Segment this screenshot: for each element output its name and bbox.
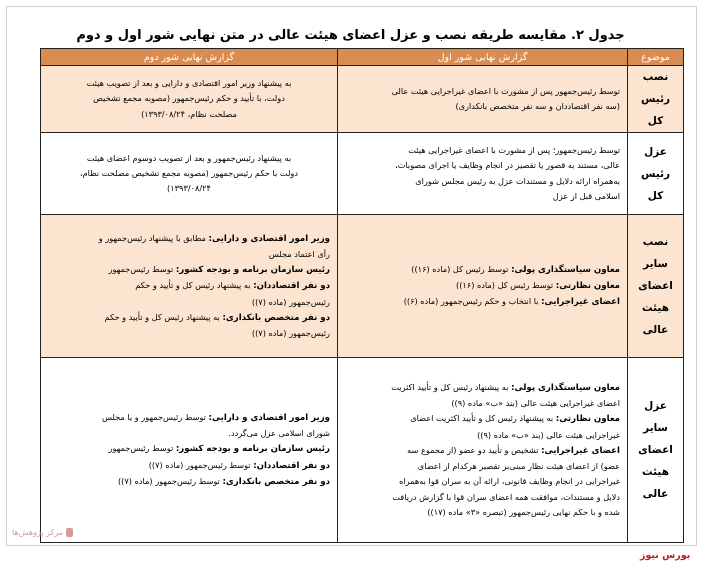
table-row: [41, 215, 684, 358]
row-topic: [628, 215, 684, 358]
second-round-cell: [41, 133, 338, 215]
cell-text: توسط رئیس‌جمهور: [108, 264, 176, 275]
header-topic: موضوع: [628, 49, 684, 66]
cell-term: معاون نظارتی:: [555, 414, 620, 425]
cell-text: اسلامی قبل از عزل: [552, 190, 620, 201]
cell-text: (سه نفر اقتصاددان و سه نفر متخصص بانکداری): [455, 101, 620, 111]
cell-line: [345, 189, 620, 204]
table-row: [41, 66, 684, 133]
cell-term: وزیر امور اقتصادی و دارایی:: [208, 233, 330, 244]
cell-text: مصلحت نظام، ۱۳۹۳/۰۸/۲۴): [141, 108, 237, 119]
cell-term: معاون نظارتی:: [555, 280, 620, 291]
topic-line: هیئت عالی: [642, 302, 669, 336]
source-logo: [12, 528, 73, 537]
cell-line: [48, 278, 330, 294]
cell-text: به پیشنهاد رئیس کل و تأیید اکثریت اعضای: [410, 413, 556, 424]
cell-term: معاون سیاستگذاری پولی:: [511, 383, 620, 394]
cell-line: [345, 505, 620, 520]
cell-text: توسط رئیس‌جمهور (ماده (۷)): [148, 459, 254, 470]
cell-text: با انتخاب و حکم رئیس‌جمهور (ماده (۶)): [403, 296, 542, 307]
cell-line: [345, 396, 620, 411]
cell-text: به پیشنهاد رئیس کل و تأیید و حکم: [135, 280, 254, 291]
cell-text: تشخیص و تأیید دو عضو (از مجموع سه: [407, 444, 542, 455]
cell-line: [48, 107, 330, 122]
first-round-cell: [338, 66, 628, 133]
cell-text: به پیشنهاد رئیس کل و تأیید اکثریت: [391, 382, 512, 393]
cell-line: [48, 247, 330, 262]
row-topic: [628, 133, 684, 215]
cell-text: به پیشنهاد رئیس‌جمهور و بعد از تصویب دوسوم اعضای هیئت: [86, 152, 292, 163]
cell-line: [48, 262, 330, 278]
cell-text: توسط رئیس کل (ماده (۱۶)): [411, 263, 512, 274]
cell-line: [345, 428, 620, 443]
topic-line: نصب رئیس: [640, 71, 671, 105]
cell-term: دو نفر اقتصاددان:: [253, 281, 330, 292]
cell-text: توسط رئیس‌جمهور پس از مشورت با اعضای غیراجرایی هیئت عالی: [391, 85, 620, 96]
cell-term: دو نفر متخصص بانکداری:: [222, 312, 330, 323]
cell-line: [345, 294, 620, 310]
cell-line: [345, 84, 620, 99]
cell-text: شورای اسلامی عزل می‌گردد.: [228, 428, 330, 439]
cell-line: [345, 278, 620, 294]
cell-text: غیراجرایی در انجام وظایف قانونی، ارائه آن به سران قوا به‌همراه: [399, 476, 620, 487]
cell-line: [48, 151, 330, 166]
table-row: [41, 358, 684, 543]
cell-text: توسط رئیس‌جمهور؛ پس از مشورت با اعضای غیراجرایی هیئت: [408, 145, 620, 156]
cell-text: به پیشنهاد وزیر امور اقتصادی و دارایی و بعد از تصویب هیئت: [86, 78, 292, 89]
cell-text: عالی، مستند به قصور یا تقصیر در انجام وظایف یا اجرای مصوبات،: [395, 160, 620, 171]
cell-line: [48, 310, 330, 326]
cell-term: رئیس سازمان برنامه و بودجه کشور:: [175, 444, 330, 455]
cell-text: به‌همراه ارائه دلایل و مستندات عزل به رئیس مجلس شورای: [415, 175, 620, 186]
cell-line: [345, 99, 620, 114]
cell-term: دو نفر اقتصاددان:: [253, 460, 330, 471]
cell-text: رئیس‌جمهور (ماده (۷)): [251, 328, 330, 338]
cell-text: شده و با حکم نهایی رئیس‌جمهور (تبصره «۳» ماده (۱۷)): [427, 506, 620, 517]
header-row: [41, 49, 684, 66]
cell-text: به پیشنهاد رئیس کل و تأیید و حکم: [104, 311, 223, 322]
topic-line: عزل رئیس: [640, 145, 671, 180]
cell-line: [345, 143, 620, 158]
cell-text: توسط رئیس کل (ماده (۱۶)): [456, 279, 556, 290]
first-round-cell: [338, 215, 628, 358]
cell-term: معاون سیاستگذاری پولی:: [511, 264, 620, 275]
header-first-round: گزارش نهایی شور اول: [338, 49, 628, 66]
cell-line: [48, 231, 330, 247]
cell-line: [48, 76, 330, 91]
cell-line: [345, 490, 620, 505]
cell-line: [48, 91, 330, 106]
logo-text: مرکز پژوهش‌ها: [12, 528, 64, 537]
cell-line: [48, 410, 330, 426]
second-round-cell: [41, 215, 338, 358]
topic-line: اعضای: [638, 444, 673, 456]
cell-text: غیراجرایی هیئت عالی (بند «ب» ماده (۹)): [477, 429, 620, 440]
cell-line: [345, 262, 620, 278]
cell-text: توسط رئیس‌جمهور و یا مجلس: [101, 411, 209, 422]
cell-term: اعضای غیراجرایی:: [541, 297, 620, 308]
cell-line: [48, 295, 330, 310]
cell-line: [48, 326, 330, 341]
cell-line: [48, 166, 330, 181]
comparison-table: [40, 48, 684, 543]
cell-line: [48, 441, 330, 457]
topic-line: کل: [647, 115, 664, 127]
cell-term: اعضای غیراجرایی:: [541, 445, 620, 456]
row-topic: [628, 66, 684, 133]
cell-term: وزیر امور اقتصادی و دارایی:: [208, 412, 330, 423]
cell-text: مطابق با پیشنهاد رئیس‌جمهور و: [98, 232, 209, 243]
table-row: [41, 133, 684, 215]
cell-line: [345, 158, 620, 173]
cell-text: دلایل و مستندات، موافقت همه اعضای سران قوا با گزارش دریافت: [392, 491, 620, 502]
cell-text: اعضای غیراجرایی هیئت عالی (بند «ب» ماده (۹)): [451, 398, 620, 409]
cell-line: [345, 443, 620, 459]
cell-line: [48, 181, 330, 196]
header-second-round: گزارش نهایی شور دوم: [41, 49, 338, 66]
cell-text: عضو) از اعضای هیئت نظار مبنی‌بر تقصیر هرکدام از اعضای: [417, 461, 620, 472]
topic-line: عزل سایر: [643, 400, 668, 434]
row-topic: [628, 358, 684, 543]
topic-line: نصب سایر: [642, 236, 669, 270]
cell-text: ۱۳۹۳/۰۸/۲۴): [167, 183, 211, 194]
cell-line: [345, 459, 620, 474]
cell-line: [48, 474, 330, 490]
cell-text: توسط رئیس‌جمهور (ماده (۷)): [117, 475, 223, 486]
cell-line: [345, 174, 620, 189]
cell-text: رئیس‌جمهور (ماده (۷)): [251, 296, 330, 307]
first-round-cell: [338, 133, 628, 215]
cell-text: رأی اعتماد مجلس: [268, 248, 330, 259]
logo-mark-icon: [66, 528, 73, 537]
cell-line: [345, 411, 620, 427]
cell-text: دولت با حکم رئیس‌جمهور (مصوبه مجمع تشخیص مصلحت نظام،: [79, 167, 299, 178]
topic-line: کل: [647, 189, 664, 202]
cell-term: دو نفر متخصص بانکداری:: [222, 476, 330, 487]
cell-text: توسط رئیس‌جمهور: [108, 443, 176, 454]
second-round-cell: [41, 358, 338, 543]
second-round-cell: [41, 66, 338, 133]
table-title: جدول ۲. مقایسه طریقه نصب و عزل اعضای هیئت عالی در متن نهایی شور اول و دوم: [76, 28, 625, 43]
topic-line: هیئت عالی: [642, 466, 669, 500]
cell-text: دولت، با تأیید و حکم رئیس‌جمهور (مصوبه مجمع تشخیص: [93, 93, 285, 104]
first-round-cell: [338, 358, 628, 543]
brand-watermark: بورس نیوز: [640, 550, 691, 561]
cell-line: [48, 426, 330, 441]
cell-line: [345, 380, 620, 396]
cell-line: [48, 458, 330, 474]
cell-line: [345, 474, 620, 489]
topic-line: اعضای: [638, 280, 673, 292]
cell-term: رئیس سازمان برنامه و بودجه کشور:: [175, 265, 330, 276]
